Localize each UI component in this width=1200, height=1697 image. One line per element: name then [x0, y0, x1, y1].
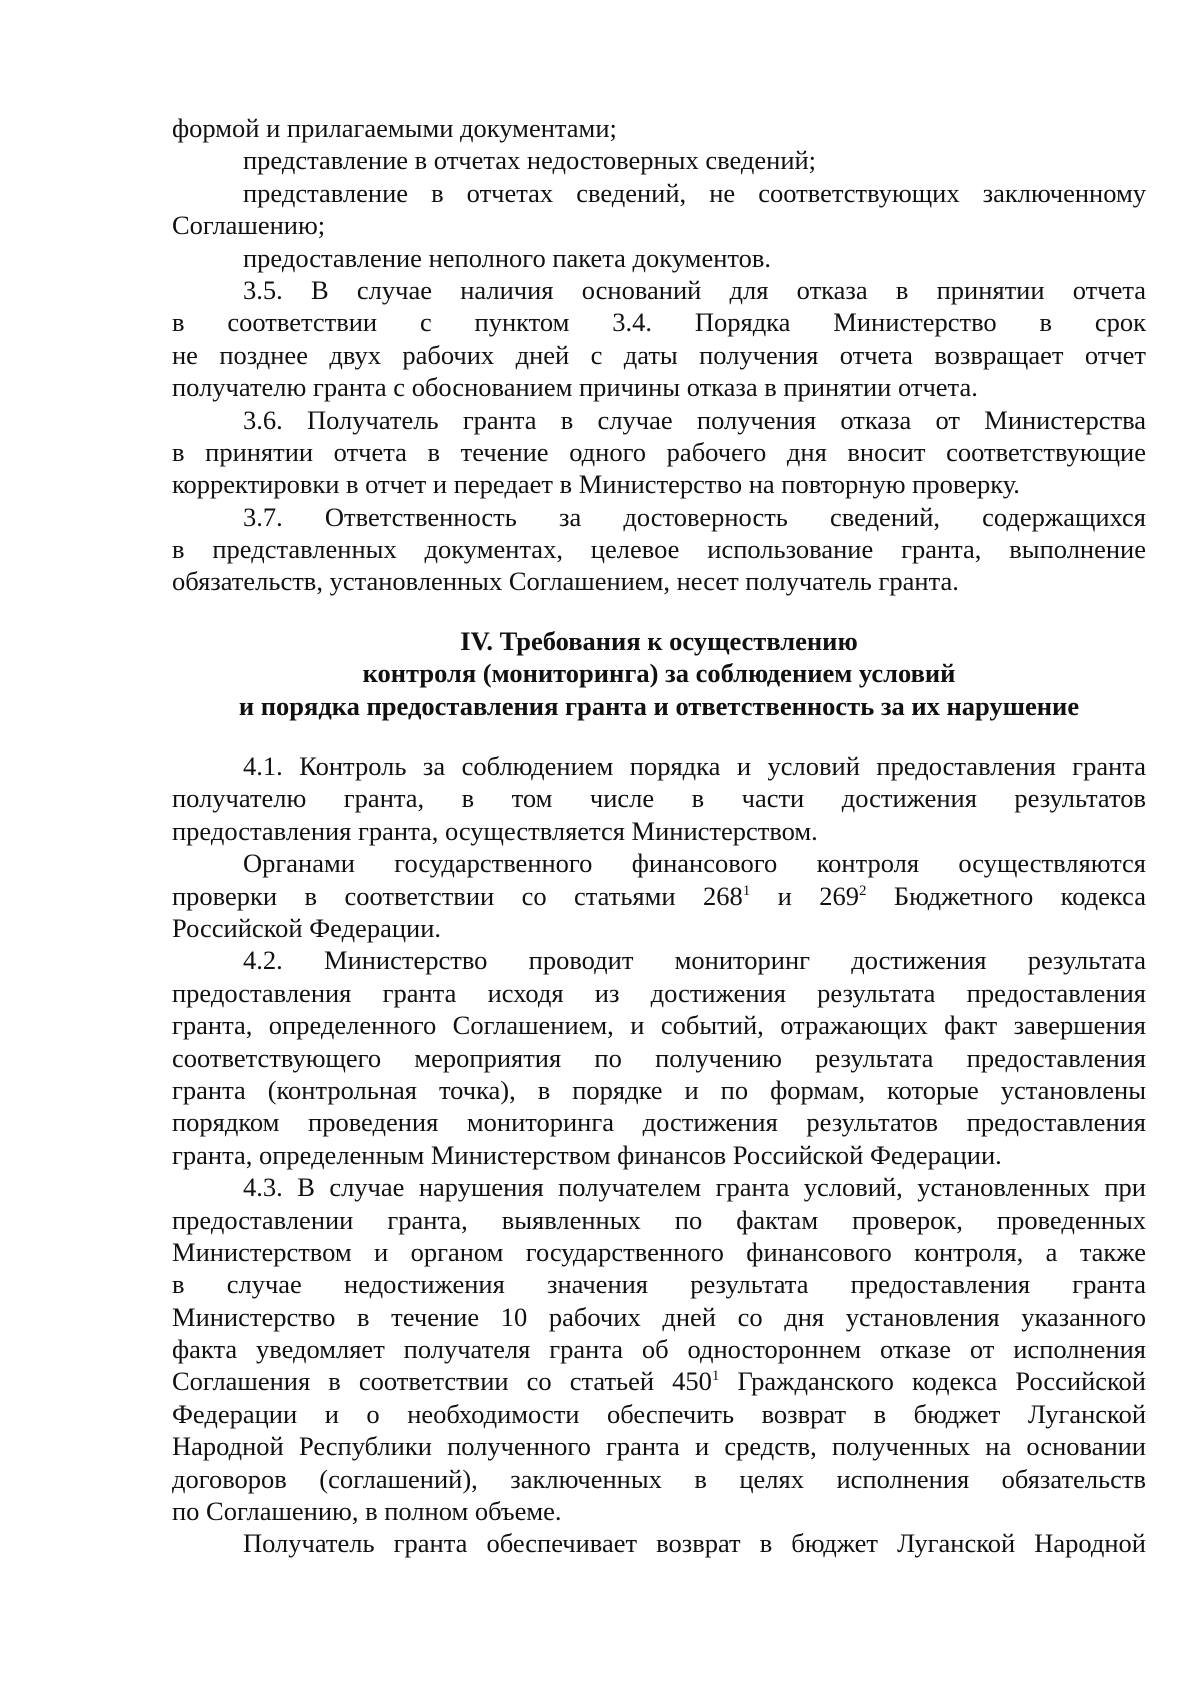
text-line: в соответствии с пунктом 3.4. Порядка Министерство в срок — [172, 307, 1146, 338]
paragraph-4-2-line: 4.2. Министерство проводит мониторинг достижения результата — [243, 945, 1146, 976]
text-line: Органами государственного финансового контроля осуществляются — [243, 848, 1146, 879]
text-line: договоров (соглашений), заключенных в целях исполнения обязательств — [172, 1463, 1146, 1494]
spacer — [172, 598, 1146, 625]
text-line: в принятии отчета в течение одного рабочего дня вносит соответствующие — [172, 436, 1146, 467]
text-line-with-footnote-refs — [172, 880, 1146, 912]
text-line: формой и прилагаемыми документами; — [172, 113, 617, 143]
text-line: предоставление неполного пакета документов. — [243, 242, 772, 273]
text-line: Федерации и о необходимости обеспечить возврат в бюджет Луганской — [172, 1398, 1146, 1429]
text-line: предоставлении гранта, выявленных по фактам проверок, проведенных — [172, 1204, 1146, 1235]
text-fragment: Гражданского кодекса Российской — [719, 1366, 1146, 1397]
text-line: соответствующего мероприятия по получению результата предоставления — [172, 1042, 1146, 1073]
text-line: гранта (контрольная точка), в порядке и по формам, которые установлены — [172, 1074, 1146, 1105]
text-line: в случае недостижения значения результата предоставления гранта — [172, 1269, 1146, 1300]
superscript: 1 — [742, 882, 751, 899]
paragraph-3-5-line: 3.5. В случае наличия оснований для отказа в принятии отчета — [243, 274, 1146, 305]
text-fragment: и 269 — [750, 880, 859, 911]
paragraph-4-1-line: 4.1. Контроль за соблюдением порядка и условий предоставления гранта — [243, 751, 1146, 782]
text-line-with-footnote-ref — [172, 1365, 1146, 1397]
text-line: Народной Республики полученного гранта и средств, полученных на основании — [172, 1431, 1146, 1462]
text-line: Министерство в течение 10 рабочих дней со дня установления указанного — [172, 1301, 1146, 1332]
text-line: предоставления гранта исходя из достижения результата предоставления — [172, 977, 1146, 1008]
text-line: получателю гранта, в том числе в части достижения результатов — [172, 783, 1146, 814]
document-page — [172, 112, 1146, 1560]
text-fragment: Соглашения в соответствии со статьей 450 — [172, 1366, 712, 1397]
text-line: гранта, определенного Соглашением, и событий, отражающих факт завершения — [172, 1010, 1146, 1041]
heading-line: и порядка предоставления гранта и ответственность за их нарушение — [238, 690, 1080, 721]
text-line: гранта, определенным Министерством финансов Российской Федерации. — [172, 1139, 1002, 1170]
text-fragment: проверки в соответствии со статьями 268 — [172, 880, 743, 911]
text-line: Соглашению; — [172, 210, 326, 241]
text-line: по Соглашению, в полном объеме. — [172, 1496, 562, 1527]
superscript: 1 — [711, 1368, 720, 1385]
text-line: Российской Федерации. — [172, 912, 441, 943]
text-line: представление в отчетах сведений, не соответствующих заключенному — [243, 177, 1146, 208]
text-fragment: Бюджетного кодекса — [866, 880, 1146, 911]
text-line: не позднее двух рабочих дней с даты получения отчета возвращает отчет — [172, 339, 1146, 370]
superscript: 2 — [859, 882, 867, 899]
text-line: факта уведомляет получателя гранта об одностороннем отказе от исполнения — [172, 1334, 1146, 1365]
section-heading — [172, 625, 1146, 722]
text-line: предоставления гранта, осуществляется Министерством. — [172, 815, 818, 846]
heading-line: IV. Требования к осуществлению — [460, 625, 858, 656]
text-line: в представленных документах, целевое использование гранта, выполнение — [172, 534, 1146, 565]
text-line: порядком проведения мониторинга достижения результатов предоставления — [172, 1107, 1146, 1138]
paragraph-4-3-line: 4.3. В случае нарушения получателем гранта условий, установленных при — [243, 1172, 1146, 1203]
paragraph-3-7-line: 3.7. Ответственность за достоверность сведений, содержащихся — [243, 501, 1146, 532]
text-line: обязательств, установленных Соглашением, несет получатель гранта. — [172, 566, 959, 597]
text-line: корректировки в отчет и передает в Министерство на повторную проверку. — [172, 469, 1020, 500]
text-line: Получатель гранта обеспечивает возврат в бюджет Луганской Народной — [243, 1528, 1146, 1559]
heading-line: контроля (мониторинга) за соблюдением условий — [362, 658, 956, 689]
text-line: Министерством и органом государственного финансового контроля, а также — [172, 1236, 1146, 1267]
paragraph-3-6-line: 3.6. Получатель гранта в случае получения отказа от Министерства — [243, 404, 1146, 435]
text-line: представление в отчетах недостоверных сведений; — [243, 145, 817, 176]
spacer — [172, 722, 1146, 750]
text-line: получателю гранта с обоснованием причины отказа в принятии отчета. — [172, 372, 978, 403]
